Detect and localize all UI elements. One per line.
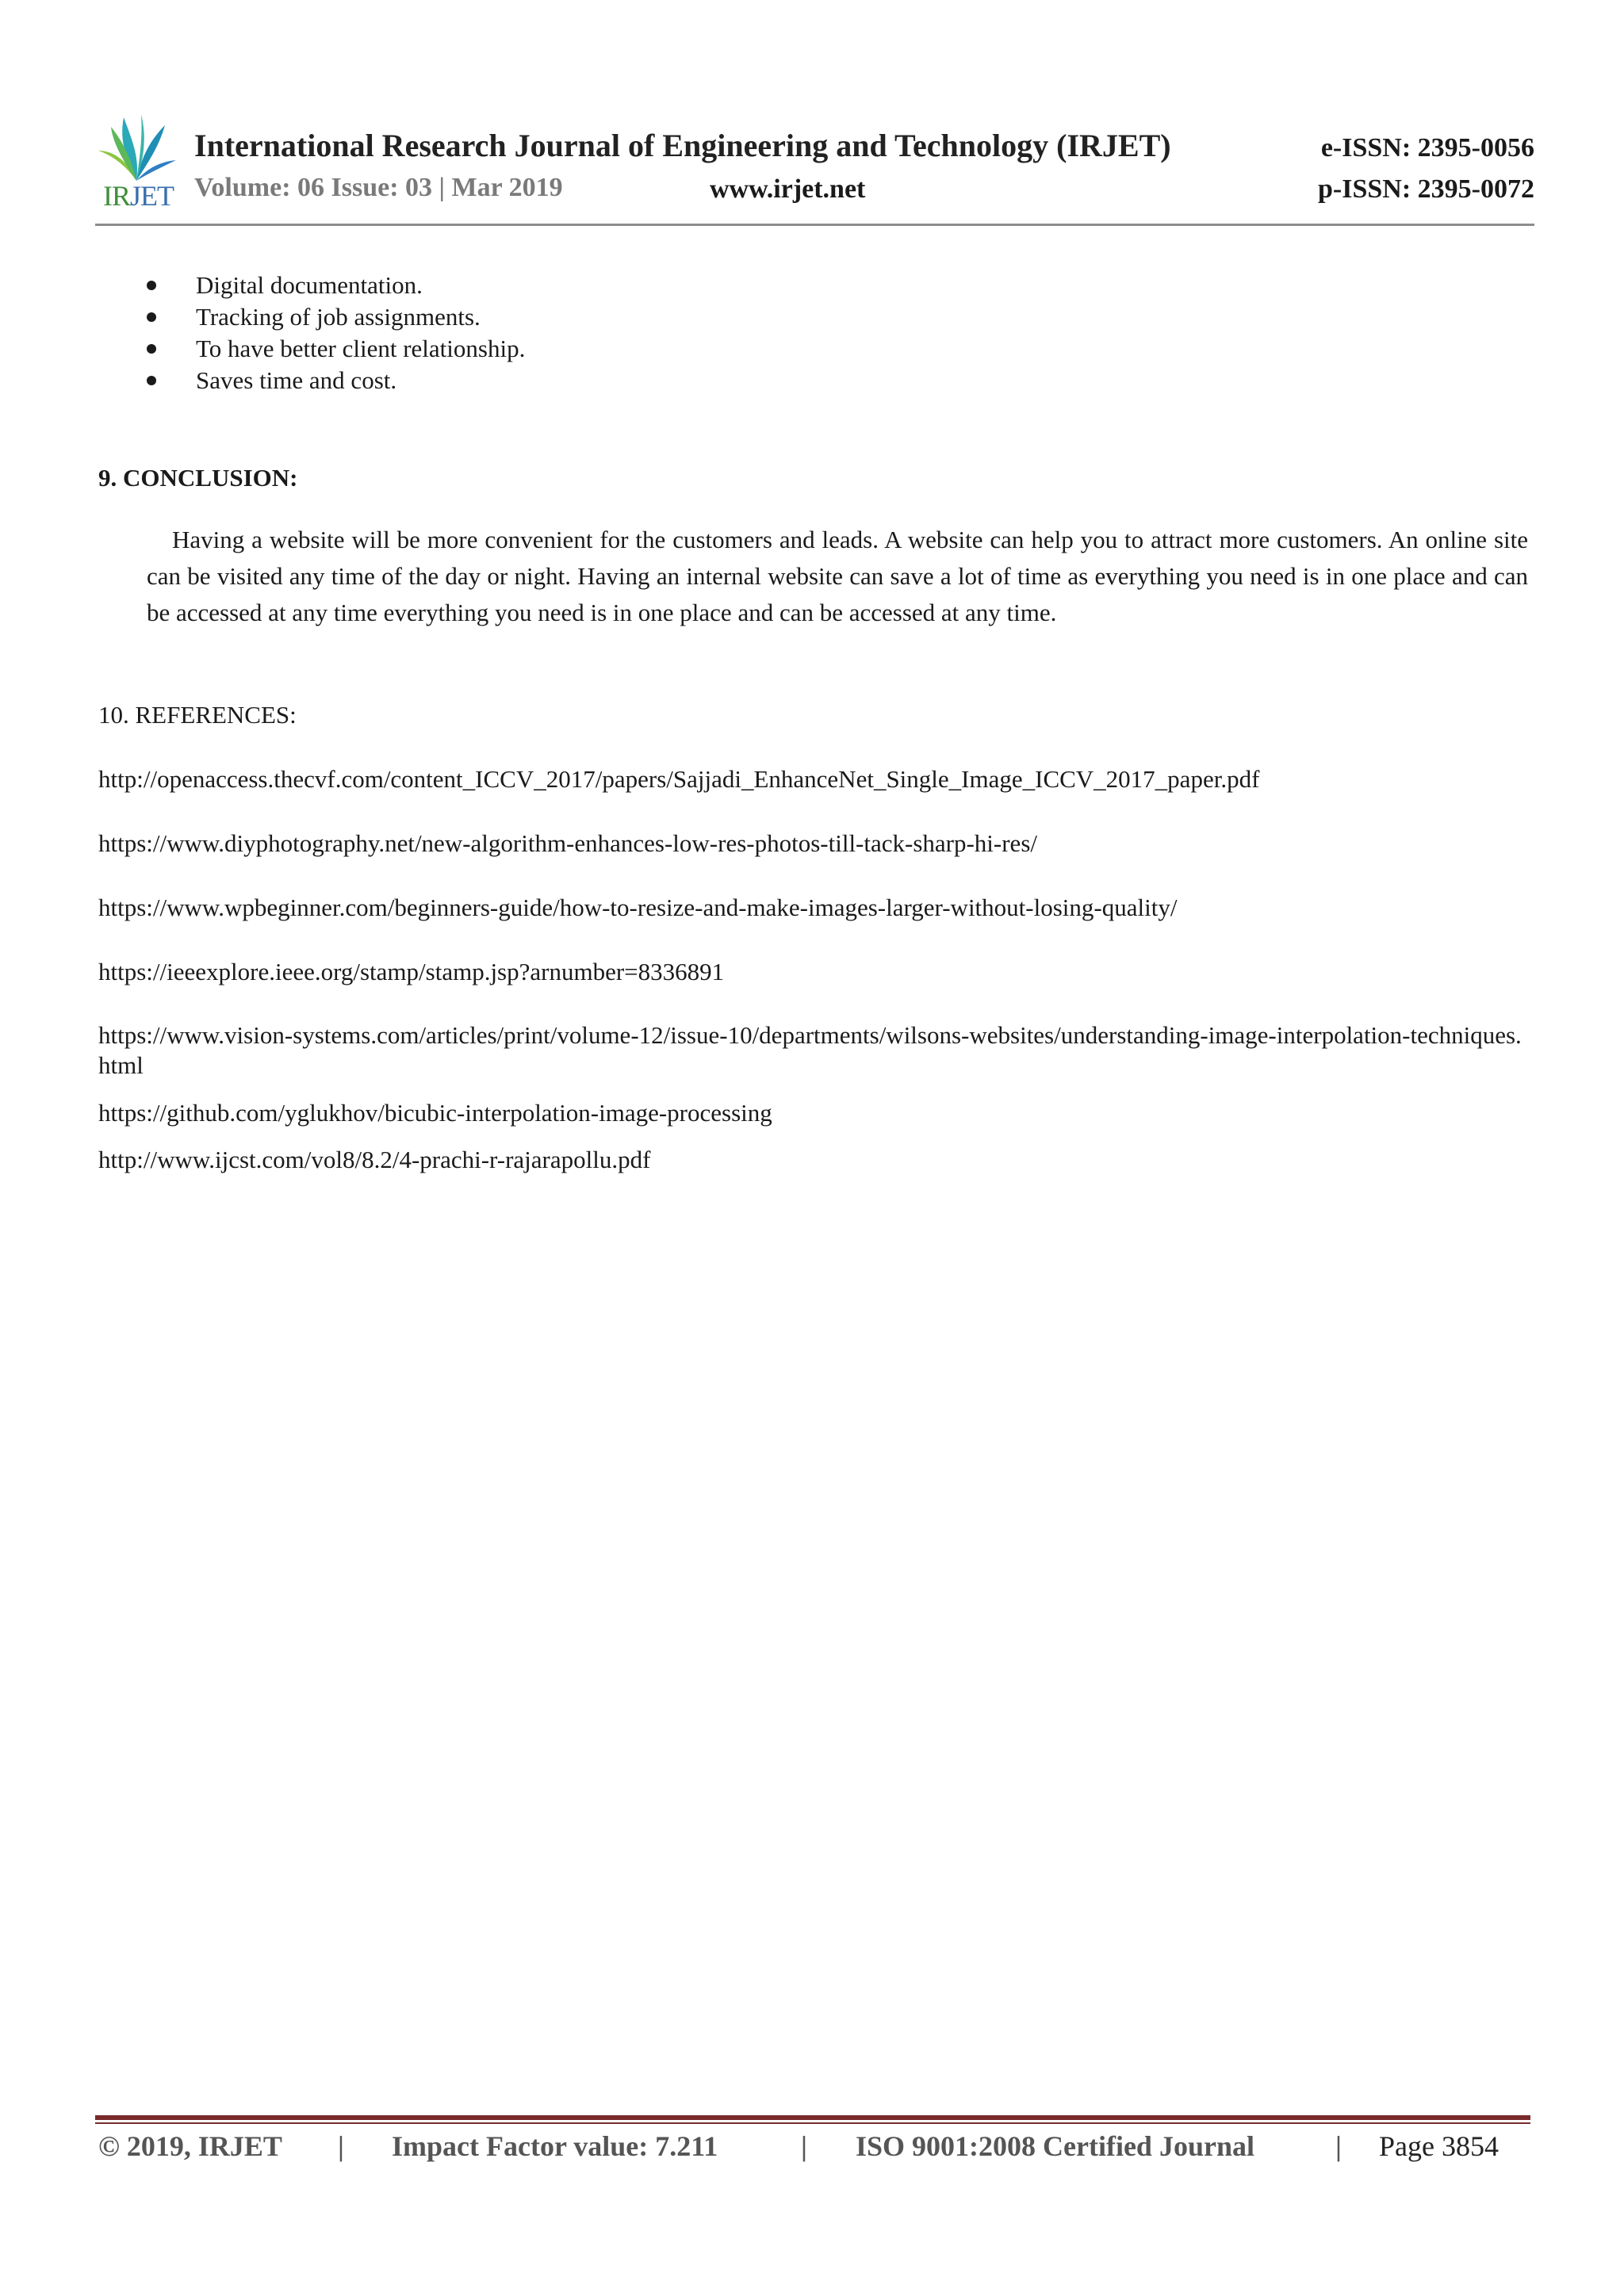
bullet-icon [147,344,156,354]
logo-leaves-icon [95,111,178,186]
footer-divider [95,2115,1530,2120]
iso-certification: ISO 9001:2008 Certified Journal [856,2130,1254,2162]
benefits-list [147,270,525,396]
page-header [95,111,1534,226]
journal-title: International Research Journal of Engineering and Technology (IRJET) [194,128,1171,163]
reference-link[interactable]: https://ieeexplore.ieee.org/stamp/stamp.jsp?arnumber=8336891 [98,958,725,985]
pissn: p-ISSN: 2395-0072 [1318,174,1534,204]
header-divider [95,224,1534,226]
conclusion-heading: 9. CONCLUSION: [98,464,298,492]
footer-separator: | [1335,2130,1342,2162]
page-footer [98,2130,1518,2169]
footer-divider-thin [95,2122,1530,2124]
journal-website: www.irjet.net [710,174,866,204]
reference-link[interactable]: https://www.vision-systems.com/articles/print/volume-12/issue-10/departments/wilsons-websites/understanding-image-interpolation-techniques.html [98,1021,1522,1079]
footer-separator: | [338,2130,344,2162]
page-number: Page 3854 [1379,2130,1499,2162]
reference-link[interactable]: https://github.com/yglukhov/bicubic-interpolation-image-processing [98,1099,772,1127]
reference-link[interactable]: http://openaccess.thecvf.com/content_ICCV_2017/papers/Sajjadi_EnhanceNet_Single_Image_ICCV_2017_paper.pdf [98,765,1260,793]
list-item: Tracking of job assignments. [147,301,525,333]
reference-link[interactable]: https://www.wpbeginner.com/beginners-guide/how-to-resize-and-make-images-larger-without-losing-quality/ [98,894,1178,921]
impact-factor: Impact Factor value: 7.211 [392,2130,718,2162]
list-item: Digital documentation. [147,270,525,301]
copyright: © 2019, IRJET [98,2130,282,2162]
references-heading: 10. REFERENCES: [98,701,297,729]
reference-link[interactable]: http://www.ijcst.com/vol8/8.2/4-prachi-r-rajarapollu.pdf [98,1146,651,1173]
eissn: e-ISSN: 2395-0056 [1320,133,1534,163]
logo-text: IRJET [103,180,174,212]
irjet-logo [95,111,178,210]
conclusion-paragraph: Having a website will be more convenient for the customers and leads. A website can help you to attract more customers. An online site can be visited any time of the day or night. Having an internal website can save a lot of time as everything you need is in one place and can be accessed at any time everything you need is in one place and can be accessed at any time. [147,526,1528,626]
bullet-icon [147,312,156,322]
volume-issue: Volume: 06 Issue: 03 | Mar 2019 [194,173,563,202]
footer-separator: | [801,2130,807,2162]
list-item: To have better client relationship. [147,333,525,365]
reference-link[interactable]: https://www.diyphotography.net/new-algorithm-enhances-low-res-photos-till-tack-sharp-hi-res/ [98,829,1037,857]
bullet-icon [147,281,156,290]
list-item: Saves time and cost. [147,365,525,396]
bullet-icon [147,376,156,385]
